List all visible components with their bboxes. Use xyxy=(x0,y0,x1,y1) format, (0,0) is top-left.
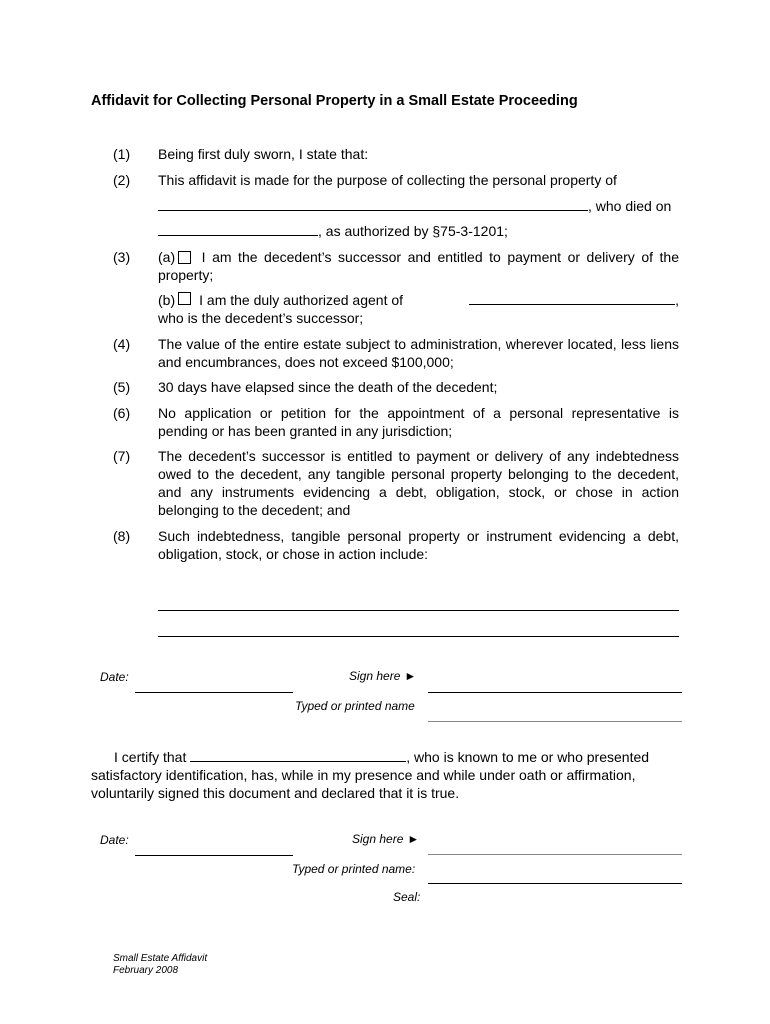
item-text-6: No application or petition for the appointment of a personal representative is pending or has been granted in any jurisdiction; xyxy=(158,405,679,439)
item-number-5: (5) xyxy=(113,379,131,395)
item-2-date-line xyxy=(158,222,679,240)
certify-prefix: I certify that xyxy=(114,749,187,765)
authorized-text: , as authorized by §75-3-1201; xyxy=(318,223,508,239)
item-number-4: (4) xyxy=(113,336,131,352)
item-3a xyxy=(158,248,679,284)
item-3b xyxy=(158,291,679,327)
item-number-7: (7) xyxy=(113,448,131,464)
certification-text xyxy=(91,748,679,802)
footer-form-date: February 2008 xyxy=(113,965,179,976)
item-number-6: (6) xyxy=(113,405,131,421)
date-label-2: Date: xyxy=(100,833,129,847)
typed-name-line-1[interactable] xyxy=(428,721,682,722)
death-date-blank[interactable] xyxy=(158,222,318,236)
sign-here-label-1 xyxy=(349,669,416,683)
signature-line-2[interactable] xyxy=(428,854,682,855)
decedent-name-blank[interactable] xyxy=(158,197,588,211)
option-b-label: (b) xyxy=(158,292,176,308)
option-b-text2: who is the decedent’s successor; xyxy=(158,310,364,326)
document-title: Affidavit for Collecting Personal Property in a Small Estate Proceeding xyxy=(91,93,578,109)
option-a-checkbox[interactable] xyxy=(178,251,191,264)
certify-rest: , who is known to me or who presented satisfactory identification, has, while in my presence and while under oath or affirmation, voluntarily signed this document and declared that it is true. xyxy=(91,749,650,801)
item-text-2: This affidavit is made for the purpose of collecting the personal property of xyxy=(158,172,617,188)
typed-name-line-2[interactable] xyxy=(428,883,682,884)
certification-paragraph xyxy=(91,748,679,802)
item-number-8: (8) xyxy=(113,528,131,544)
seal-label: Seal: xyxy=(393,890,421,904)
option-b-text: I am the duly authorized agent of xyxy=(199,292,404,308)
item-text-4: The value of the entire estate subject to administration, wherever located, less liens and encumbrances, does not exceed $100,000; xyxy=(158,336,679,370)
agent-name-blank[interactable] xyxy=(469,291,675,305)
item-number-2: (2) xyxy=(113,172,131,188)
sign-here-text-1: Sign here xyxy=(349,669,401,683)
signer-name-blank[interactable] xyxy=(190,748,406,762)
who-died-on-text: , who died on xyxy=(588,198,672,214)
property-line-2[interactable] xyxy=(158,636,679,637)
property-line-1[interactable] xyxy=(158,610,679,611)
arrow-right-icon-2: ► xyxy=(407,832,420,846)
date-line-1[interactable] xyxy=(135,692,293,693)
date-line-2[interactable] xyxy=(135,855,293,856)
item-text-7: The decedent’s successor is entitled to payment or delivery of any indebtedness owed to the decedent, any tangible personal property belonging to the decedent, and any instruments evidencing a debt, obligation, stock, or chose in action belonging to the decedent; and xyxy=(158,448,679,518)
sign-here-label-2 xyxy=(352,832,419,846)
signature-line-1[interactable] xyxy=(428,692,682,693)
option-a-label: (a) xyxy=(158,249,176,265)
option-b-comma: , xyxy=(675,292,679,308)
item-text-8: Such indebtedness, tangible personal property or instrument evidencing a debt, obligation, stock, or chose in action include: xyxy=(158,528,679,562)
item-2-decedent-line xyxy=(158,197,679,215)
item-text-1: Being first duly sworn, I state that: xyxy=(158,146,369,162)
typed-name-label-2: Typed or printed name: xyxy=(292,862,416,876)
arrow-right-icon: ► xyxy=(404,669,417,683)
typed-name-label-1: Typed or printed name xyxy=(295,699,415,713)
option-b-words xyxy=(199,291,457,309)
footer xyxy=(113,953,207,977)
item-number-1: (1) xyxy=(113,146,131,162)
date-label-1: Date: xyxy=(100,670,129,684)
item-text-5: 30 days have elapsed since the death of the decedent; xyxy=(158,379,498,395)
footer-form-name: Small Estate Affidavit xyxy=(113,953,208,964)
item-number-3: (3) xyxy=(113,249,131,265)
sign-here-text-2: Sign here xyxy=(352,832,404,846)
option-a-text: I am the decedent’s successor and entitled to payment or delivery of the property; xyxy=(158,249,679,283)
option-b-row xyxy=(158,291,679,309)
option-b-checkbox[interactable] xyxy=(178,292,191,305)
